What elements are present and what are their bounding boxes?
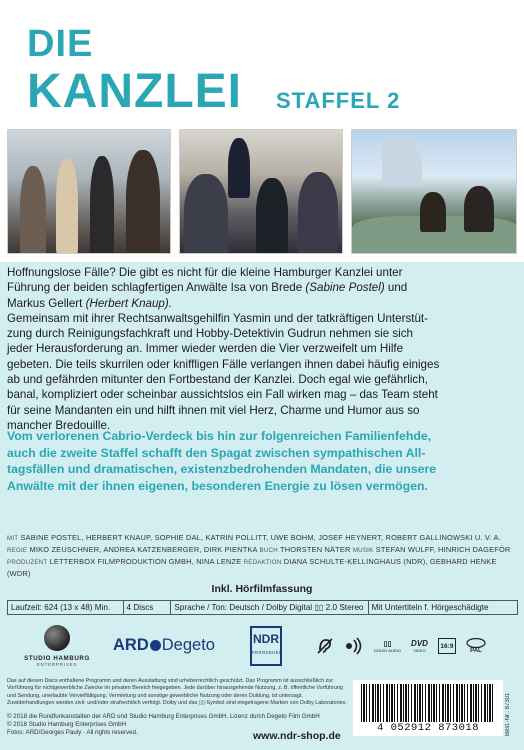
shop-url: www.ndr-shop.de xyxy=(253,730,341,742)
ndr-logo-text: NDR xyxy=(253,632,279,646)
synopsis-line: jeder Herausforderung an. Immer wieder werden die Vier verzweifelt um Hilfe xyxy=(7,342,404,356)
aspect-ratio-icon xyxy=(438,638,456,654)
season-subtitle: STAFFEL 2 xyxy=(276,88,401,113)
studio-logo-subtext: ENTERPRISES xyxy=(36,662,78,667)
scene-photo-cabrio xyxy=(351,129,517,254)
synopsis-line: mancher Bredouille. xyxy=(7,418,111,432)
credit-label: MIT xyxy=(7,535,19,542)
copyright-line: Fotos: ARD/Georges Pauly · All rights reserved. xyxy=(7,729,138,737)
highlight-line: tagsfällen und dramatischen, existenzbedrohenden Mandaten, die unsere xyxy=(7,462,437,477)
synopsis-line: für seine Mandanten ein und hilft ihnen mit viel Herz, Charme und Humor aus so xyxy=(7,403,420,417)
legal-notice: Das auf diesen Discs enthaltene Programm und deren Ausstattung sind urheberrechtlich geschützt. Das Programm ist ausschließlich zur Vorführung für nichtgewerbliche Zwecke im privaten Bereich freigegeben. Jede darüber hinausgehende Nutzung, z. B. öffentliche Vorführung und Sendung, unerlaubte Vervielfältigung, Vermietung und sonstige gewerbliche Nutzung oder deren Duldung, ist untersagt. Zuwiderhandlungen werden zivil- und/oder strafrechtlich verfolgt. Dolby und das ▯▯-Symbol sind eingetragene Marken von Dolby Laboratories. xyxy=(7,678,347,706)
studio-hamburg-logo xyxy=(22,625,92,667)
aspect-ratio-label: 16:9 xyxy=(438,638,456,654)
studio-logo-text: STUDIO HAMBURG xyxy=(24,655,90,662)
barcode-bars xyxy=(361,684,495,722)
runtime-cell: Laufzeit: 624 (13 x 48) Min. xyxy=(8,601,124,614)
ard-degeto-logo xyxy=(113,636,215,655)
ard-logo-text: ARD xyxy=(113,636,149,654)
actor-name: (Sabine Postel) xyxy=(305,281,385,295)
cover-header xyxy=(0,0,524,262)
credit-label: REDAKTION xyxy=(243,558,282,566)
format-icons xyxy=(316,637,486,655)
credit-redaktion: DIANA SCHULTE-KELLINGHAUS (NDR), GEBHARD HENKE (WDR) xyxy=(7,556,497,578)
credit-cast: SABINE POSTEL, HERBERT KNAUP, SOPHIE DAL, KATRIN POLLITT, UWE BOHM, JOSEF HEYNERT, ROBERT GALLINOWSKI U. V. A. xyxy=(20,533,501,542)
dvd-label: DVD xyxy=(411,639,428,648)
credit-label: REGIE xyxy=(7,546,28,554)
degeto-logo-text: Degeto xyxy=(161,636,215,654)
highlight-line: auch die zweite Staffel schafft den Spagat zwischen sympathischen All- xyxy=(7,445,426,460)
credit-regie: MIKO ZEUSCHNER, ANDREA KATZENBERGER, DIRK PIENTKA xyxy=(29,544,258,554)
highlight-text xyxy=(7,428,519,494)
audio-description-icon xyxy=(344,637,364,655)
language-cell: Sprache / Ton: Deutsch / Dolby Digital ▯▯ 2.0 Stereo xyxy=(171,601,368,614)
credit-produzent: LETTERBOX FILMPRODUKTION GMBH, NINA LENZE xyxy=(49,556,242,566)
credit-buch: THORSTEN NÄTER xyxy=(280,544,351,554)
credit-label: PRODUZENT xyxy=(7,558,48,566)
synopsis-line: banal, kompliziert oder scheinbar aussichtslos ein Fall wirken mag – das Team steht xyxy=(7,388,438,402)
highlight-line: Anwälte mit der ihnen eigenen, besonderen Energie zu lösen vermögen. xyxy=(7,478,428,493)
synopsis-line: Markus Gellert xyxy=(7,296,86,310)
tech-info-table xyxy=(7,600,518,615)
barcode-number: 4 052912 873018 xyxy=(376,722,479,734)
synopsis-line: ab und gefährden mitunter den Fortbestand der Kanzlei. Doch egal wie gefährlich, xyxy=(7,373,428,387)
copyright-line: © 2018 Studio Hamburg Enterprises GmbH xyxy=(7,721,127,729)
synopsis-line: Führung der beiden schlagfertigen Anwälte Isa von Brede xyxy=(7,281,306,295)
synopsis-line: Gemeinsam mit ihrer Rechtsanwaltsgehilfin Yasmin und der tatkräftigen Unterstüt- xyxy=(7,311,428,325)
ard-circle-icon xyxy=(150,640,161,651)
dvd-video-icon xyxy=(411,639,428,653)
credit-label: MUSIK xyxy=(352,546,374,554)
scene-photo-police xyxy=(179,129,343,254)
audio-description-note: Inkl. Hörfilmfassung xyxy=(211,583,313,595)
discs-cell: 4 Discs xyxy=(124,601,172,614)
pal-label: PAL xyxy=(470,648,482,654)
dolby-label: DOLBY AUDIO xyxy=(374,647,402,653)
scene-photo-office xyxy=(7,129,171,254)
barcode xyxy=(353,680,503,736)
synopsis xyxy=(7,265,519,433)
copyright-line: © 2018 die Rundfunkanstalten der ARD und Studio Hamburg Enterprises GmbH. Lizenz durch Degeto Film GmbH xyxy=(7,713,320,720)
ndr-logo-subtext: FERNSEHEN xyxy=(252,650,283,655)
ndr-logo xyxy=(250,626,282,666)
synopsis-line: zung durch Reinigungsfachkraft und Hobby-Detektivin Gudrun nehmen sie sich xyxy=(7,327,414,341)
credits-block xyxy=(7,533,519,580)
title-line2: KANZLEI xyxy=(27,65,242,118)
subtitles-cell: Mit Untertiteln f. Hörgeschädigte xyxy=(371,603,489,612)
credit-label: BUCH xyxy=(259,546,278,554)
synopsis-line: und xyxy=(384,281,408,295)
synopsis-line: gebeten. Die teils skurrilen oder kniffligen Fälle verlangen ihnen dabei häufig einiges xyxy=(7,357,440,371)
actor-name: (Herbert Knaup). xyxy=(85,296,172,310)
order-number: Best.-Nr.: 87301 xyxy=(505,692,511,736)
synopsis-line: Hoffnungslose Fälle? Die gibt es nicht für die kleine Hamburger Kanzlei unter xyxy=(7,266,403,279)
studio-globe-icon xyxy=(44,625,70,651)
region-pal-icon xyxy=(466,638,486,654)
dolby-audio-icon: ▯▯ DOLBY AUDIO xyxy=(374,640,402,653)
credit-musik: STEFAN WULFF, HINRICH DAGEFÖR xyxy=(375,544,511,554)
dvd-sub-label: VIDEO xyxy=(413,648,426,653)
highlight-line: Vom verlorenen Cabrio-Verdeck bis hin zur folgenreichen Familienfehde, xyxy=(7,429,432,443)
title-line1: DIE xyxy=(27,23,94,65)
hearing-impaired-icon xyxy=(316,637,334,655)
